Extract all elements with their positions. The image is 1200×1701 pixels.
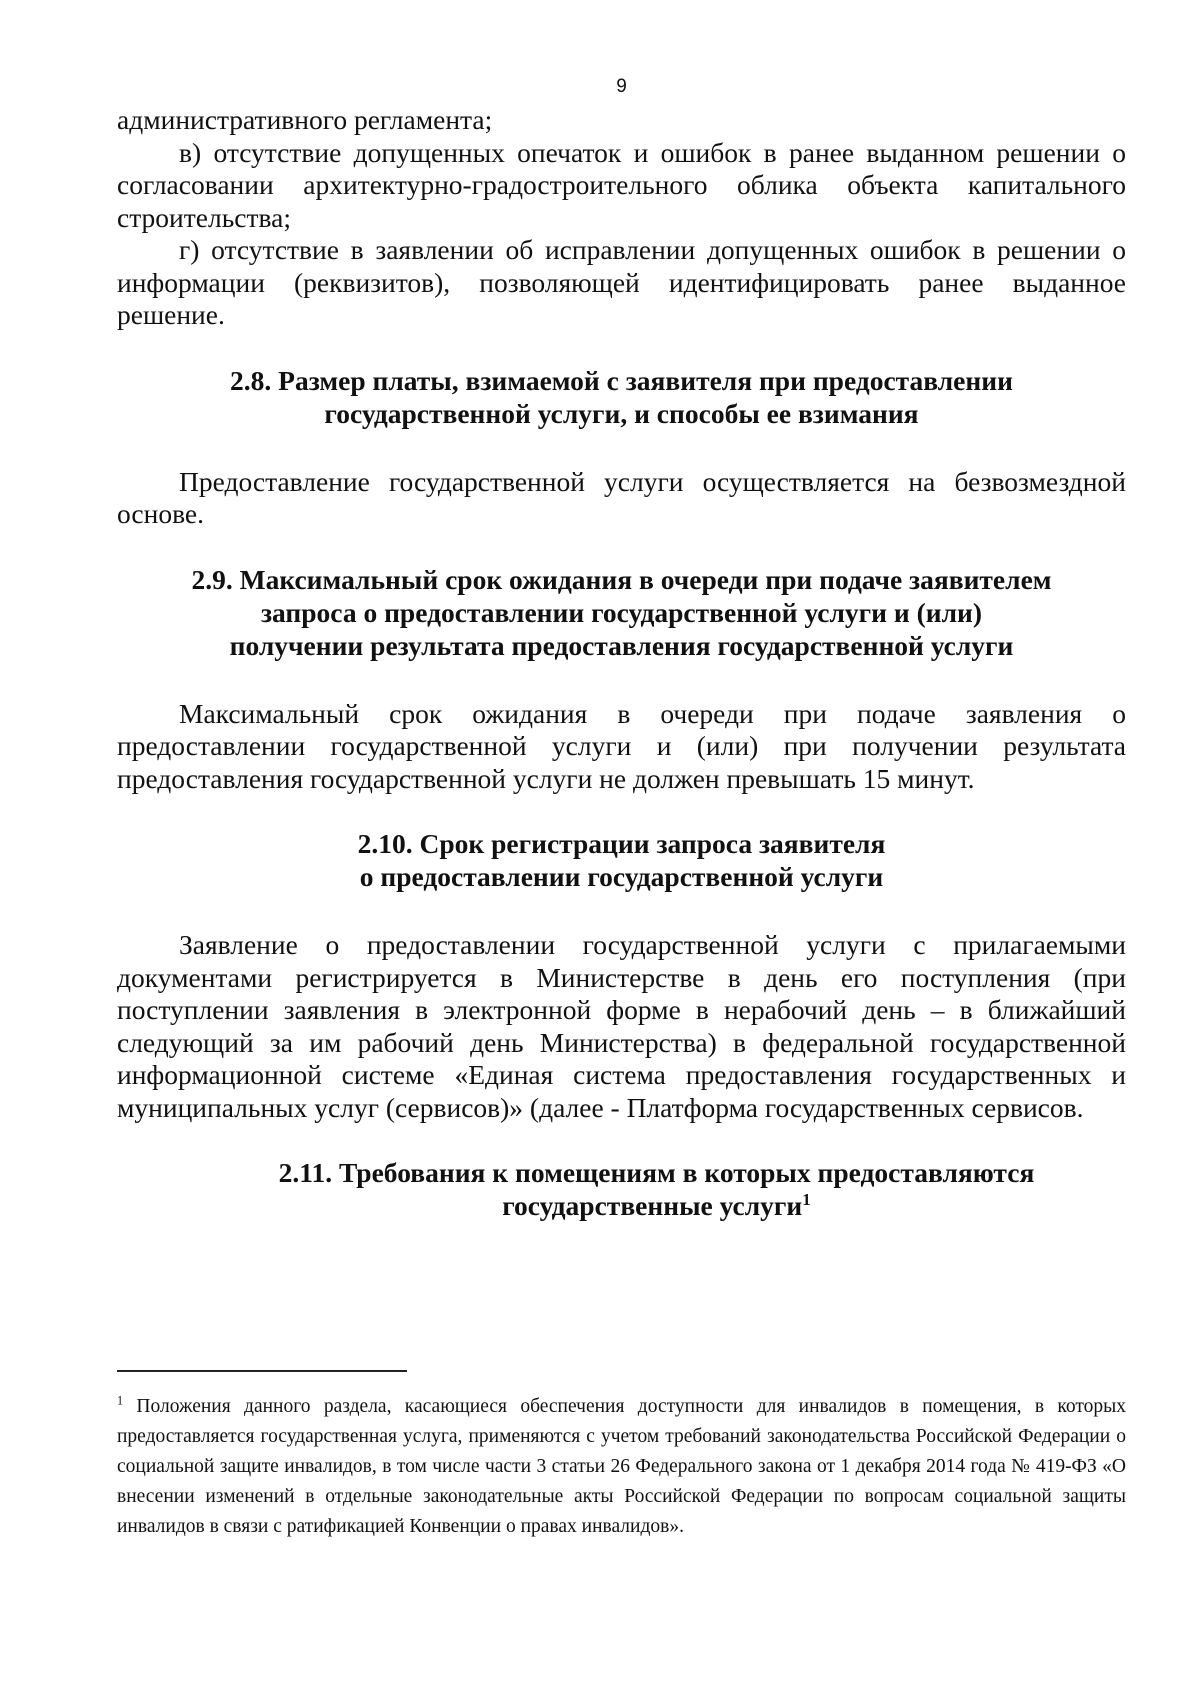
footnote	[117, 1392, 1126, 1542]
section-2-8-body: Предоставление государственной услуги осуществляется на безвозмездной основе.	[117, 465, 1126, 529]
heading-line: 2.11. Требования к помещениям в которых предоставляются	[278, 1157, 1035, 1188]
heading-line: государственной услуги, и способы ее взимания	[324, 397, 919, 429]
intro-item-g: г) отсутствие в заявлении об исправлении допущенных ошибок в решении о информации (реквизитов), позволяющей идентифицировать ранее выданное решение.	[117, 234, 1126, 330]
heading-line: о предоставлении государственной услуги	[359, 861, 884, 892]
section-2-8-heading	[117, 364, 1126, 430]
page-number: 9	[616, 76, 627, 97]
footnote-reference: 1	[802, 1189, 811, 1209]
heading-line: 2.9. Максимальный срок ожидания в очереди при подаче заявителем	[191, 563, 1052, 595]
intro-item-v: в) отсутствие допущенных опечаток и ошибок в ранее выданном решении о согласовании архитектурно-градостроительного облика объекта капитального строительства;	[117, 136, 1126, 233]
section-2-11-heading	[117, 1156, 1126, 1222]
footnote-text: Положения данного раздела, касающиеся обеспечения доступности для инвалидов в помещения, в которых предоставляется государственная услуга, применяются с учетом требований законодательства Российской Федерации о социальной защите инвалидов, в том числе части 3 статьи 26 Федерального закона от 1 декабря 2014 года № 419-ФЗ «О внесении изменений в отдельные законодательные акты Российской Федерации по вопросам социальной защиты инвалидов в связи с ратификацией Конвенции о правах инвалидов».	[117, 1396, 1126, 1537]
heading-line	[187, 1189, 1126, 1222]
heading-line: 2.10. Срок регистрации запроса заявителя	[357, 828, 886, 859]
section-2-10-heading	[117, 827, 1126, 893]
footnote-marker: 1	[117, 1393, 124, 1408]
heading-line: 2.8. Размер платы, взимаемой с заявителя при предоставлении	[230, 364, 1013, 396]
footnote-separator	[117, 1370, 407, 1372]
section-2-9-heading	[117, 563, 1126, 662]
section-2-10-body: Заявление о предоставлении государственной услуги с прилагаемыми документами регистрируется в Министерстве в день его поступления (при поступлении заявления в электронной форме в нерабочий день – в ближайший следующий за им рабочий день Министерства) в федеральной государственной информационной системе «Единая система предоставления государственных и муниципальных услуг (сервисов)» (далее - Платформа государственных сервисов.	[117, 929, 1126, 1123]
section-2-9-body: Максимальный срок ожидания в очереди при подаче заявления о предоставлении государственной услуги и (или) при получении результата предоставления государственной услуги не должен превышать 15 минут.	[117, 697, 1126, 794]
heading-line: запроса о предоставлении государственной услуги и (или)	[260, 596, 983, 628]
intro-continuation: административного регламента;	[117, 104, 493, 135]
heading-line: получении результата предоставления государственной услуги	[229, 629, 1014, 661]
document-page	[117, 72, 1126, 1222]
heading-line-text: государственные услуги	[502, 1190, 803, 1221]
